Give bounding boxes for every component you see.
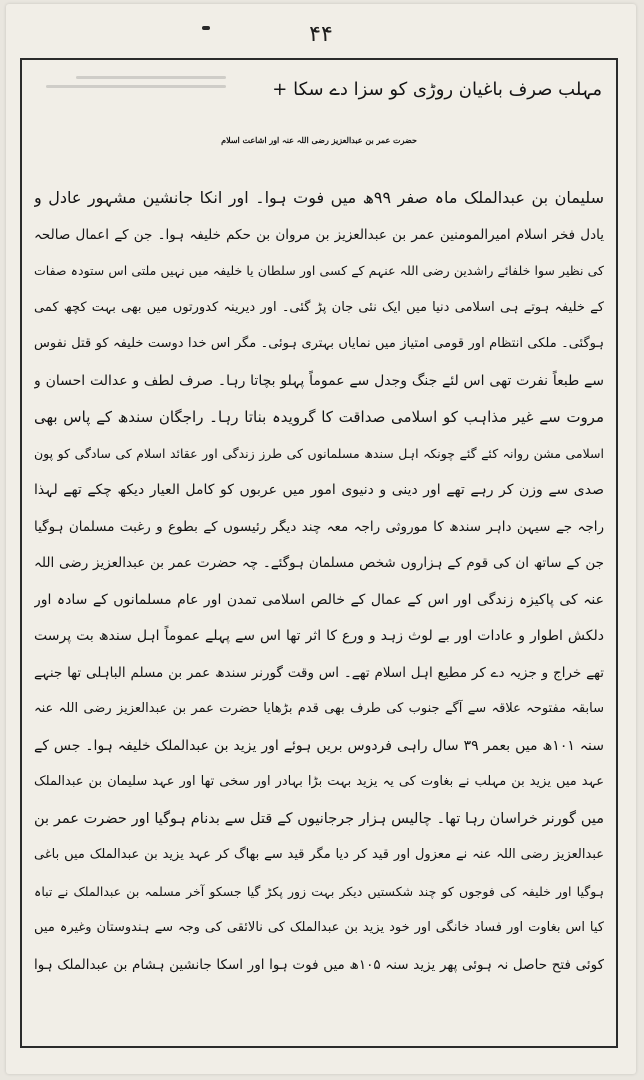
carry-over-line: مہلب صرف باغیان روڑی کو سزا دے سکا + [272, 79, 602, 100]
text-line: مروت سے غیر مذاہب کو اسلامی صداقت کا گرویدہ بناتا رہا۔ راجگان سندھ کے پاس بھی [34, 408, 604, 426]
text-line: کوئی فتح حاصل نہ ہوئی پھر یزید سنہ ۱۰۵ھ میں فوت ہوا اور اسکا جانشین ہشام بن عبدالملک ہوا [34, 956, 604, 973]
bleed-through-text [36, 70, 226, 96]
text-line: ہوگیا اور خلیفہ کی فوجوں کو چند شکستیں دیکر بہت زور پکڑ گیا جسکو آخر مسلمہ بن عبدالملک نے تباہ [34, 883, 604, 899]
text-line: صدی سے وزن کر رہے تھے اور دینی و دنیوی امور میں عربوں کو کامل العیار دیکھ چکے تھے لہذا [34, 482, 604, 498]
text-line: راجہ جے سیہن داہر سندھ کا موروثی راجہ معہ چند دیگر رئیسوں کے بطوع و رغبت مسلمان ہوگیا [34, 518, 604, 535]
text-line: ہوگئی۔ ملکی انتظام اور قومی امتیاز میں نمایاں بہتری ہوئی۔ مگر اس خدا دوست خلیفہ کو قتل نفوس [34, 336, 604, 351]
text-line: سے طبعاً نفرت تھی اس لئے جنگ وجدل سے عموماً پہلو بچاتا رہا۔ صرف لطف و عدالت احسان و [34, 372, 604, 389]
text-line: دلکش اطوار و عادات اور بے لوث زہد و ورع کا اثر تھا اس سے پہلے عموماً اہل سندھ بت پرست [34, 628, 604, 644]
text-line: سابقہ مفتوحہ علاقہ سے آگے جنوب کی طرف بھی قدم بڑھایا حضرت عمر بن عبدالعزیز رضی اللہ عنہ [34, 701, 604, 716]
text-line: عبدالعزیز رضی اللہ عنہ نے معزول اور قید کر دیا مگر قید سے بھاگ کر عہد یزید بن عبدالملک میں باغی [34, 847, 604, 862]
text-line: میں گورنر خراسان رہا تھا۔ چالیس ہزار جرجانیوں کے قتل سے بدنام ہوگیا اور حضرت عمر بن [34, 810, 604, 827]
text-line: سنہ ۱۰۱ھ میں بعمر ۳۹ سال راہی فردوس بریں ہوئے اور یزید بن عبدالملک خلیفہ ہوا۔ جس کے [34, 737, 604, 754]
text-line: کے خلیفہ ہوتے ہی اسلامی دنیا میں ایک نئی جان پڑ گئی۔ اور دیرینہ کدورتوں میں بھی بہت کچھ کمی [34, 299, 604, 315]
text-line: تھے خراج و جزیہ دے کر مطیع اہل اسلام تھے۔ اس وقت گورنر سندھ عمر بن مسلم الباہلی تھا جنہے [34, 664, 604, 681]
text-line: جن کے ساتھ ان کی قوم کے ہزاروں شخص مسلمان ہوگئے۔ چہ حضرت عمر بن عبدالعزیز رضی اللہ [34, 555, 604, 571]
book-page [6, 4, 636, 1074]
text-line: سلیمان بن عبدالملک ماہ صفر ۹۹ھ میں فوت ہوا۔ اور انکا جانشین مشہور عادل و [34, 188, 604, 207]
section-heading: حضرت عمر بن عبدالعزیز رضی اللہ عنہ اور اشاعت اسلام [221, 135, 417, 145]
text-frame [20, 58, 618, 1048]
body-text [34, 180, 604, 983]
text-line: اسلامی مشن روانہ کئے گئے چونکہ اہل سندھ مسلمانوں کی طرز زندگی اور عقائد اسلام کی سادگی کو پون [34, 445, 604, 461]
text-line: عہد میں یزید بن مہلب نے بغاوت کی یہ یزید بہت بڑا بہادر اور سخی تھا اور عہد سلیمان بن عبدالملک [34, 774, 604, 789]
page-number: ۴۴ [309, 22, 333, 47]
text-line: کیا اس بغاوت اور فساد خانگی اور خود یزید بن عبدالملک کی نالائقی کی وجہ سے ہندوستان وغیرہ میں [34, 920, 604, 935]
text-line: یادل فخر اسلام امیرالمومنین عمر بن عبدالعزیز بن مروان بن حکم خلیفہ ہوا۔ جن کے اعمال صالحہ [34, 226, 604, 243]
text-line: کی نظیر سوا خلفائے راشدین رضی اللہ عنہم کے کسی اور سلطان یا خلیفہ میں نہیں ملتی اس ستودہ صفات [34, 263, 604, 278]
text-line: عنہ کی پاکیزہ زندگی اور اس کے عمال کے خالص اسلامی تمدن اور عام مسلمانوں کے سادہ اور [34, 591, 604, 608]
